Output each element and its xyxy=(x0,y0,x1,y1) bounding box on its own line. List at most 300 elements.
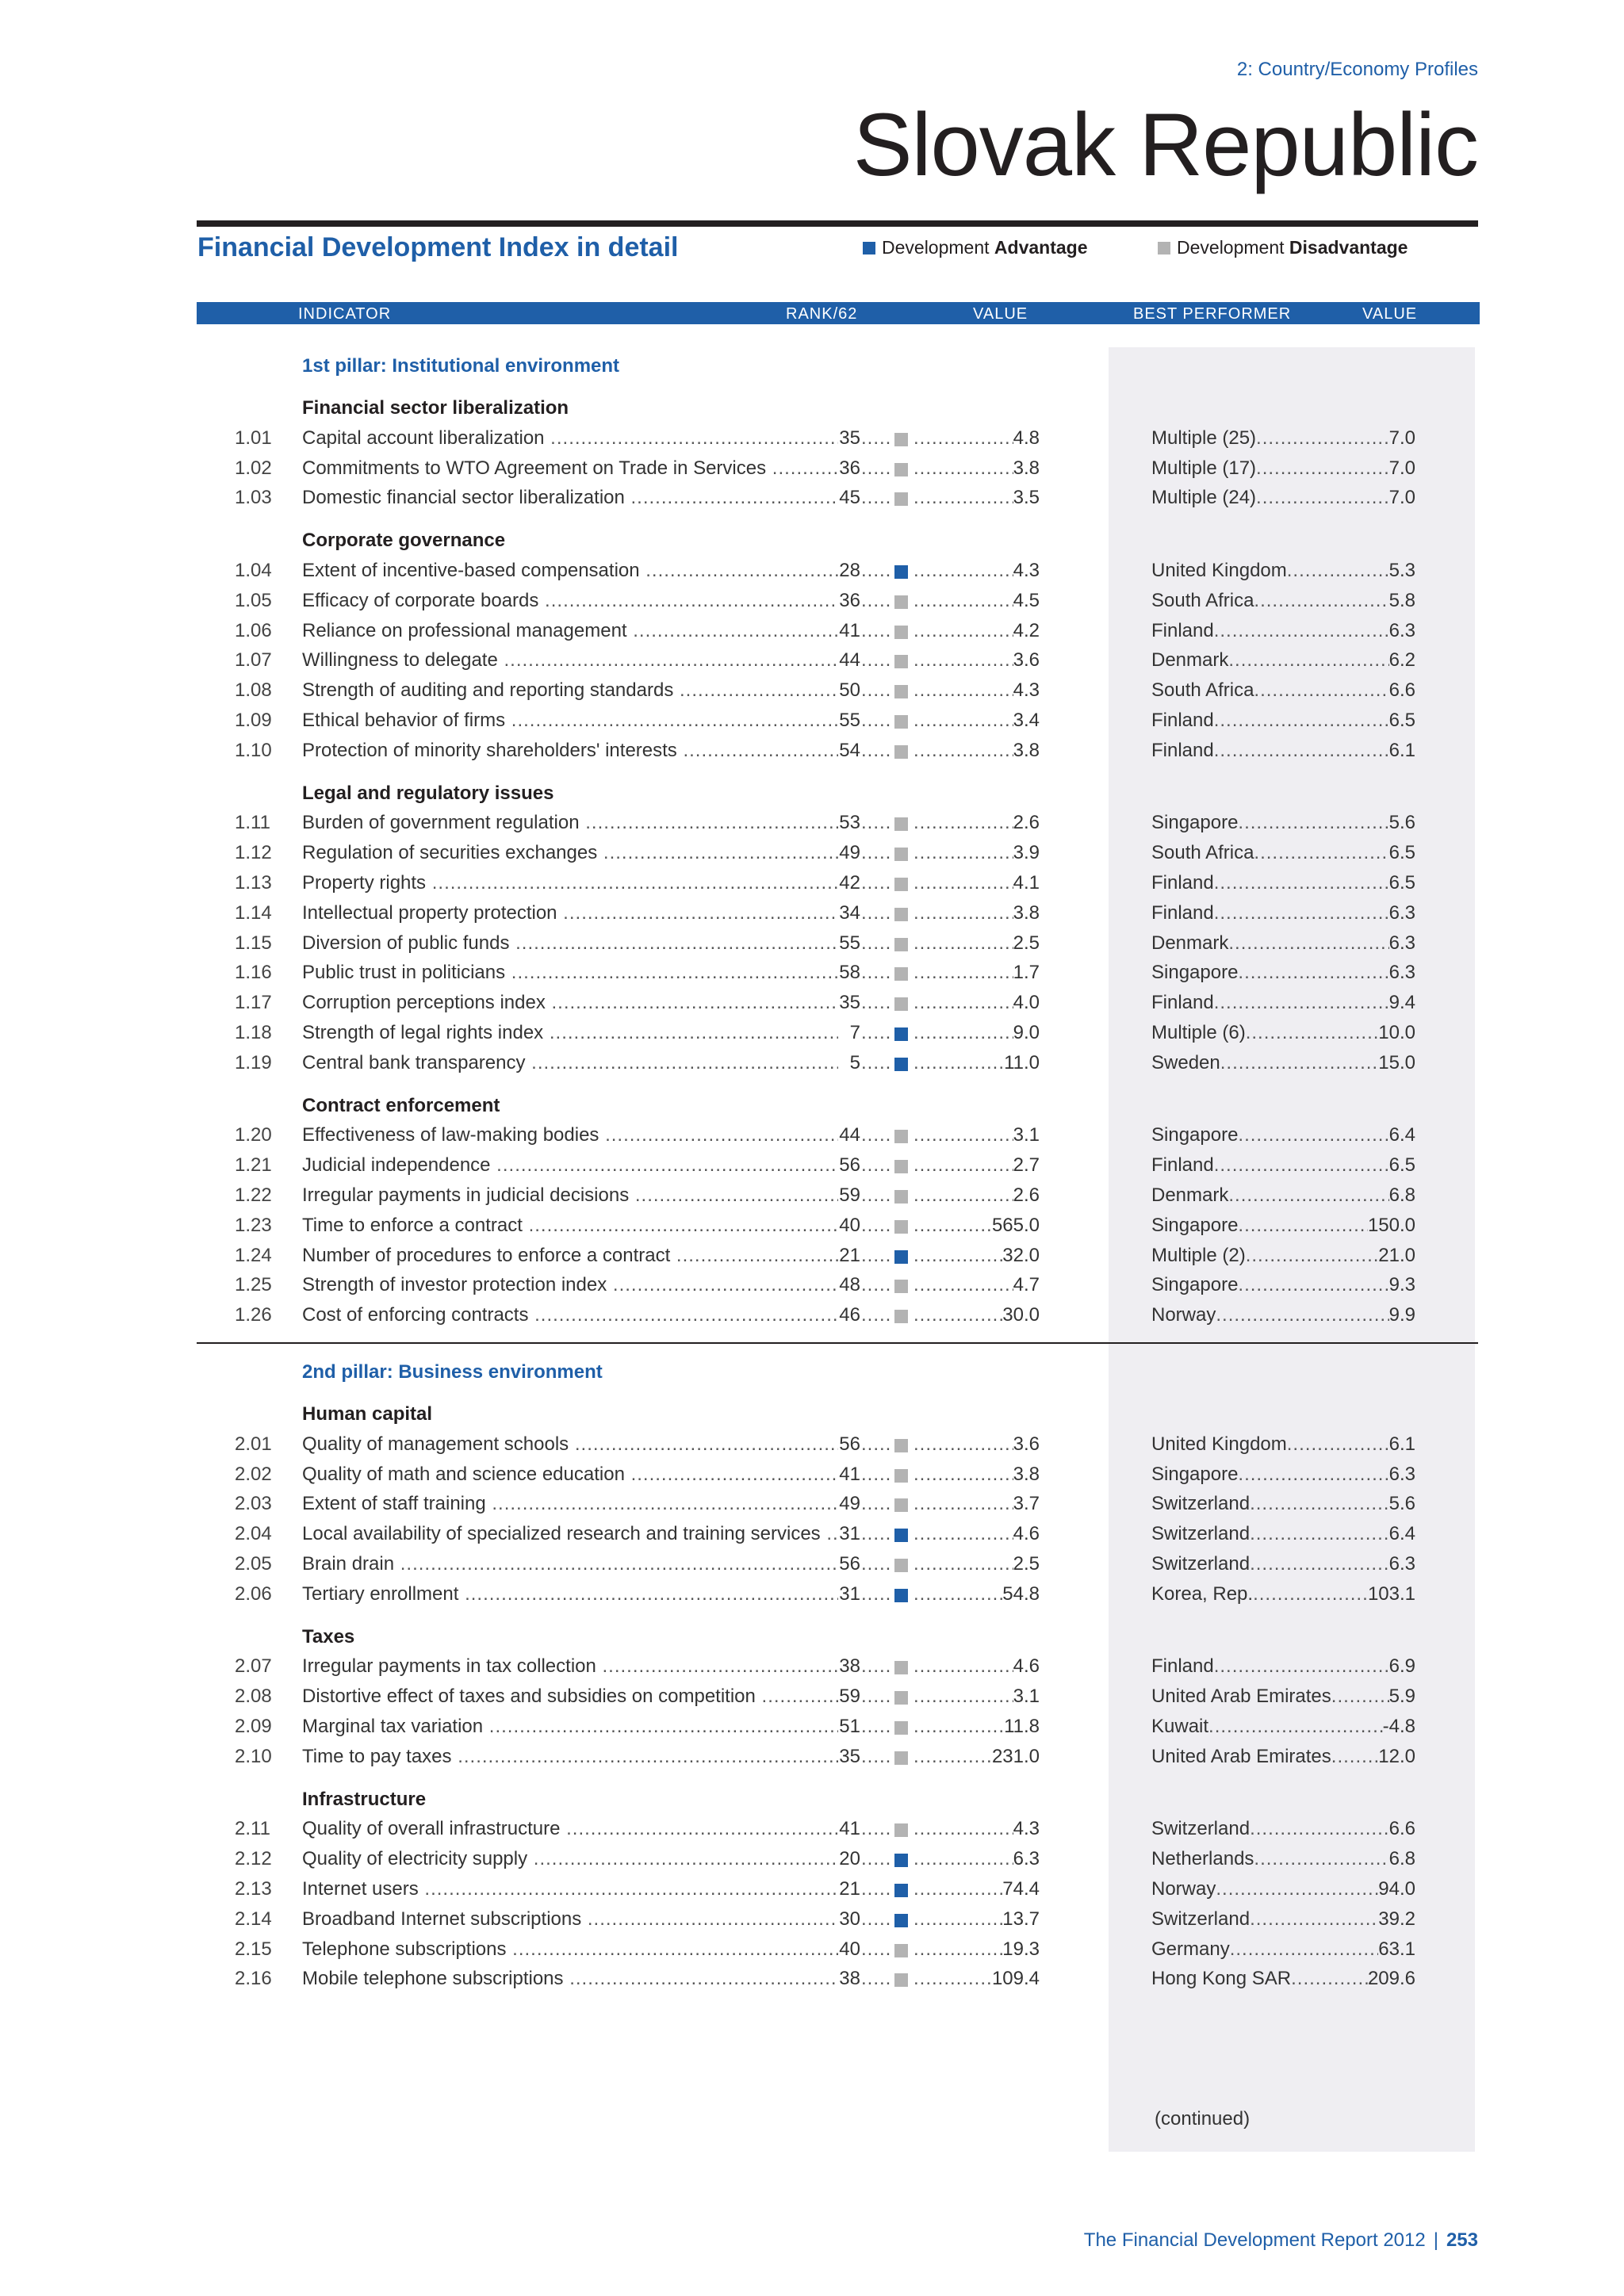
best-performer-cell xyxy=(1151,457,1415,480)
indicator-rank: 55 xyxy=(839,710,860,731)
table-row xyxy=(0,1655,1624,1681)
best-leader-dots xyxy=(1254,1848,1388,1870)
indicator-name: Ethical behavior of firms ..... xyxy=(302,710,838,732)
indicator-rank: 34 xyxy=(839,902,860,924)
indicator-rank: 41 xyxy=(839,1464,860,1485)
indicator-value: 3.5 xyxy=(1013,487,1040,508)
indicator-value-cell xyxy=(914,620,1040,642)
rank-leader-dots xyxy=(861,1124,891,1146)
value-leader-dots xyxy=(914,932,1013,955)
best-performer-value: 9.9 xyxy=(1388,1304,1415,1326)
value-leader-dots xyxy=(914,1818,1013,1840)
indicator-number: 1.16 xyxy=(235,962,272,983)
indicator-name: Quality of management schools ..... xyxy=(302,1433,838,1456)
best-leader-dots xyxy=(1238,1215,1368,1237)
disadvantage-square-icon xyxy=(894,938,908,951)
rank-leader-dots xyxy=(861,1878,891,1900)
best-leader-dots xyxy=(1253,1583,1368,1605)
value-leader-dots xyxy=(914,1052,1004,1074)
indicator-name: Cost of enforcing contracts ..... xyxy=(302,1304,838,1326)
section-label: 2: Country/Economy Profiles xyxy=(1236,59,1478,80)
indicator-number: 1.11 xyxy=(235,812,270,833)
table-row xyxy=(0,1686,1624,1711)
best-performer-name: Finland xyxy=(1151,902,1214,924)
table-row xyxy=(0,1215,1624,1240)
best-performer-cell xyxy=(1151,1938,1415,1961)
best-performer-name: Multiple (25) xyxy=(1151,427,1257,449)
indicator-rank: 20 xyxy=(839,1848,860,1869)
best-performer-cell xyxy=(1151,1523,1415,1545)
indicator-value-cell xyxy=(914,812,1040,834)
rank-leader-dots xyxy=(861,1818,891,1840)
group-title: Contract enforcement xyxy=(302,1094,500,1116)
rank-leader-dots xyxy=(861,487,891,509)
best-performer-value: 6.8 xyxy=(1388,1848,1415,1869)
group-title: Corporate governance xyxy=(302,530,506,552)
indicator-rank: 51 xyxy=(839,1716,860,1737)
best-leader-dots xyxy=(1230,1938,1379,1961)
indicator-number: 1.03 xyxy=(235,487,272,508)
best-performer-cell xyxy=(1151,1184,1415,1207)
indicator-name: Brain drain ..... xyxy=(302,1553,838,1575)
indicator-rank: 40 xyxy=(839,1938,860,1960)
indicator-rank: 49 xyxy=(839,842,860,863)
table-row xyxy=(0,962,1624,987)
disadvantage-square-icon xyxy=(894,655,908,668)
best-performer-name: Finland xyxy=(1151,992,1214,1013)
value-leader-dots xyxy=(914,457,1013,480)
table-row xyxy=(0,1274,1624,1299)
indicator-value: 4.2 xyxy=(1013,620,1040,641)
best-performer-name: Multiple (2) xyxy=(1151,1245,1246,1266)
pillar-title: 2nd pillar: Business environment xyxy=(302,1361,603,1383)
indicator-name: Distortive effect of taxes and subsidies on competition ..... xyxy=(302,1686,838,1708)
best-performer-name: Singapore xyxy=(1151,1274,1239,1295)
best-leader-dots xyxy=(1214,1655,1389,1678)
pillar-title: 1st pillar: Institutional environment xyxy=(302,355,620,377)
indicator-number: 2.07 xyxy=(235,1655,272,1677)
best-leader-dots xyxy=(1238,1274,1388,1296)
indicator-value: 4.0 xyxy=(1013,992,1040,1013)
table-row xyxy=(0,1184,1624,1210)
rank-leader-dots xyxy=(861,992,891,1014)
table-row xyxy=(0,1154,1624,1180)
best-performer-value: 7.0 xyxy=(1388,457,1415,479)
best-performer-value: 5.6 xyxy=(1388,812,1415,833)
best-performer-value: 5.3 xyxy=(1388,560,1415,581)
rank-leader-dots xyxy=(861,1553,891,1575)
best-leader-dots xyxy=(1287,560,1389,582)
best-performer-cell xyxy=(1151,812,1415,834)
indicator-number: 1.24 xyxy=(235,1245,272,1266)
best-leader-dots xyxy=(1250,1523,1389,1545)
indicator-value-cell xyxy=(914,1274,1040,1296)
best-performer-name: Singapore xyxy=(1151,1464,1239,1485)
best-performer-value: 6.5 xyxy=(1388,710,1415,731)
indicator-value: 3.1 xyxy=(1013,1124,1040,1146)
best-performer-name: Denmark xyxy=(1151,649,1229,671)
table-row xyxy=(0,487,1624,512)
advantage-square-icon xyxy=(894,1058,908,1071)
indicator-value-cell xyxy=(914,457,1040,480)
best-performer-value: 6.3 xyxy=(1388,932,1415,954)
indicator-number: 2.02 xyxy=(235,1464,272,1485)
best-leader-dots xyxy=(1287,1433,1389,1456)
best-performer-cell xyxy=(1151,1686,1415,1708)
rank-leader-dots xyxy=(861,1245,891,1267)
indicator-value: 32.0 xyxy=(1002,1245,1040,1266)
best-performer-name: Singapore xyxy=(1151,962,1239,983)
indicator-name: Extent of incentive-based compensation ..... xyxy=(302,560,838,582)
indicator-value-cell xyxy=(914,487,1040,509)
indicator-rank: 5 xyxy=(849,1052,860,1073)
indicator-name: Irregular payments in tax collection ..... xyxy=(302,1655,838,1678)
value-leader-dots xyxy=(914,962,1013,984)
value-leader-dots xyxy=(914,1274,1013,1296)
indicator-value-cell xyxy=(914,1746,1040,1768)
indicator-value: 109.4 xyxy=(991,1968,1040,1989)
indicator-number: 1.19 xyxy=(235,1052,272,1073)
indicator-rank: 36 xyxy=(839,590,860,611)
indicator-number: 1.26 xyxy=(235,1304,272,1326)
best-performer-cell xyxy=(1151,1154,1415,1177)
indicator-value-cell xyxy=(914,1655,1040,1678)
best-performer-value: 7.0 xyxy=(1388,487,1415,508)
indicator-number: 1.21 xyxy=(235,1154,272,1176)
best-performer-name: Multiple (17) xyxy=(1151,457,1257,479)
advantage-square-icon xyxy=(863,242,875,254)
indicator-number: 2.09 xyxy=(235,1716,272,1737)
indicator-rank: 36 xyxy=(839,457,860,479)
indicator-value: 3.8 xyxy=(1013,457,1040,479)
indicator-rank: 21 xyxy=(839,1878,860,1900)
best-performer-cell xyxy=(1151,902,1415,924)
advantage-square-icon xyxy=(894,1250,908,1264)
best-performer-cell xyxy=(1151,649,1415,672)
best-performer-value: 12.0 xyxy=(1378,1746,1415,1767)
indicator-value: 54.8 xyxy=(1002,1583,1040,1605)
disadvantage-square-icon xyxy=(894,1559,908,1572)
indicator-value-cell xyxy=(914,649,1040,672)
indicator-value: 13.7 xyxy=(1002,1908,1040,1930)
best-performer-cell xyxy=(1151,1818,1415,1840)
table-row xyxy=(0,740,1624,765)
rank-leader-dots xyxy=(861,932,891,955)
indicator-value-cell xyxy=(914,1583,1040,1605)
disadvantage-square-icon xyxy=(894,1661,908,1674)
indicator-name: Strength of auditing and reporting standards ..... xyxy=(302,679,838,702)
indicator-value: 4.7 xyxy=(1013,1274,1040,1295)
indicator-number: 1.12 xyxy=(235,842,272,863)
best-performer-name: Multiple (6) xyxy=(1151,1022,1246,1043)
best-leader-dots xyxy=(1250,1553,1389,1575)
indicator-value: 565.0 xyxy=(991,1215,1040,1236)
best-performer-cell xyxy=(1151,679,1415,702)
disadvantage-square-icon xyxy=(894,685,908,698)
value-leader-dots xyxy=(914,1686,1013,1708)
best-performer-cell xyxy=(1151,1968,1415,1990)
best-leader-dots xyxy=(1238,962,1388,984)
indicator-name: Capital account liberalization ..... xyxy=(302,427,838,450)
best-performer-value: 6.1 xyxy=(1388,740,1415,761)
indicator-value: 9.0 xyxy=(1013,1022,1040,1043)
best-performer-cell xyxy=(1151,992,1415,1014)
indicator-value: 3.8 xyxy=(1013,740,1040,761)
value-leader-dots xyxy=(914,740,1013,762)
rank-leader-dots xyxy=(861,1583,891,1605)
indicator-value: 74.4 xyxy=(1002,1878,1040,1900)
table-row xyxy=(0,590,1624,615)
disadvantage-square-icon xyxy=(894,1691,908,1705)
best-performer-cell xyxy=(1151,740,1415,762)
indicator-value-cell xyxy=(914,590,1040,612)
disadvantage-square-icon xyxy=(894,492,908,506)
best-performer-value: 150.0 xyxy=(1367,1215,1415,1236)
table-row xyxy=(0,1908,1624,1934)
best-performer-value: 9.3 xyxy=(1388,1274,1415,1295)
indicator-name: Broadband Internet subscriptions ..... xyxy=(302,1908,838,1931)
indicator-number: 2.03 xyxy=(235,1493,272,1514)
best-performer-value: 6.1 xyxy=(1388,1433,1415,1455)
best-performer-name: United Kingdom xyxy=(1151,560,1287,581)
indicator-number: 1.07 xyxy=(235,649,272,671)
best-performer-cell xyxy=(1151,427,1415,450)
indicator-value-cell xyxy=(914,962,1040,984)
best-performer-value: 6.3 xyxy=(1388,1553,1415,1575)
index-title: Financial Development Index in detail xyxy=(197,232,679,262)
disadvantage-square-icon xyxy=(894,1823,908,1837)
legend-disadvantage xyxy=(1158,237,1408,258)
best-performer-value: 39.2 xyxy=(1378,1908,1415,1930)
best-performer-name: Finland xyxy=(1151,620,1214,641)
indicator-rank: 30 xyxy=(839,1908,860,1930)
best-performer-cell xyxy=(1151,842,1415,864)
rank-leader-dots xyxy=(861,1154,891,1177)
indicator-value: 11.8 xyxy=(1004,1716,1040,1737)
group-title: Financial sector liberalization xyxy=(302,397,569,419)
indicator-number: 1.22 xyxy=(235,1184,272,1206)
value-leader-dots xyxy=(914,1583,1002,1605)
indicator-name: Time to pay taxes ..... xyxy=(302,1746,838,1768)
indicator-rank: 48 xyxy=(839,1274,860,1295)
indicator-number: 2.08 xyxy=(235,1686,272,1707)
table-row xyxy=(0,457,1624,483)
indicator-value-cell xyxy=(914,1938,1040,1961)
best-performer-cell xyxy=(1151,1433,1415,1456)
best-performer-name: Multiple (24) xyxy=(1151,487,1257,508)
indicator-value-cell xyxy=(914,842,1040,864)
rank-leader-dots xyxy=(861,872,891,894)
indicator-number: 1.05 xyxy=(235,590,272,611)
best-performer-name: Finland xyxy=(1151,1154,1214,1176)
disadvantage-square-icon xyxy=(894,595,908,609)
best-leader-dots xyxy=(1208,1716,1383,1738)
indicator-rank: 41 xyxy=(839,1818,860,1839)
value-leader-dots xyxy=(914,1464,1013,1486)
table-row xyxy=(0,1493,1624,1518)
legend-advantage-word: Advantage xyxy=(994,237,1088,258)
table-row xyxy=(0,1716,1624,1741)
indicator-rank: 58 xyxy=(839,962,860,983)
table-row xyxy=(0,1304,1624,1330)
best-performer-name: South Africa xyxy=(1151,679,1254,701)
indicator-name: Burden of government regulation ..... xyxy=(302,812,838,834)
best-leader-dots xyxy=(1291,1968,1368,1990)
table-row xyxy=(0,649,1624,675)
value-leader-dots xyxy=(914,1908,1002,1931)
indicator-name: Property rights ..... xyxy=(302,872,838,894)
indicator-number: 1.08 xyxy=(235,679,272,701)
best-performer-name: United Arab Emirates xyxy=(1151,1686,1331,1707)
best-performer-cell xyxy=(1151,1878,1415,1900)
indicator-rank: 44 xyxy=(839,1124,860,1146)
best-performer-value: 6.3 xyxy=(1388,962,1415,983)
indicator-name: Central bank transparency ..... xyxy=(302,1052,838,1074)
indicator-number: 1.09 xyxy=(235,710,272,731)
rank-leader-dots xyxy=(861,1493,891,1515)
best-performer-name: Germany xyxy=(1151,1938,1230,1960)
indicator-name: Intellectual property protection ..... xyxy=(302,902,838,924)
indicator-number: 1.15 xyxy=(235,932,272,954)
table-row xyxy=(0,1433,1624,1459)
disadvantage-square-icon xyxy=(894,1280,908,1293)
indicator-number: 1.14 xyxy=(235,902,272,924)
best-performer-cell xyxy=(1151,1464,1415,1486)
indicator-name: Reliance on professional management ..... xyxy=(302,620,838,642)
best-performer-value: 5.8 xyxy=(1388,590,1415,611)
rank-leader-dots xyxy=(861,812,891,834)
best-performer-name: Denmark xyxy=(1151,932,1229,954)
value-leader-dots xyxy=(914,812,1013,834)
best-performer-name: Sweden xyxy=(1151,1052,1220,1073)
indicator-value-cell xyxy=(914,1848,1040,1870)
best-performer-name: Finland xyxy=(1151,740,1214,761)
table-row xyxy=(0,812,1624,837)
best-performer-value: 103.1 xyxy=(1367,1583,1415,1605)
indicator-value: 3.8 xyxy=(1013,902,1040,924)
table-row xyxy=(0,1245,1624,1270)
table-row xyxy=(0,902,1624,928)
value-leader-dots xyxy=(914,427,1013,450)
indicator-value-cell xyxy=(914,1493,1040,1515)
value-leader-dots xyxy=(914,1938,1002,1961)
indicator-rank: 35 xyxy=(839,427,860,449)
rank-leader-dots xyxy=(861,1968,891,1990)
best-performer-cell xyxy=(1151,1746,1415,1768)
disadvantage-square-icon xyxy=(894,967,908,981)
disadvantage-square-icon xyxy=(894,817,908,831)
table-row xyxy=(0,1553,1624,1578)
indicator-name: Time to enforce a contract ..... xyxy=(302,1215,838,1237)
best-performer-cell xyxy=(1151,590,1415,612)
rank-leader-dots xyxy=(861,1022,891,1044)
indicator-value-cell xyxy=(914,710,1040,732)
disadvantage-square-icon xyxy=(894,1973,908,1987)
indicator-name: Extent of staff training ..... xyxy=(302,1493,838,1515)
rank-leader-dots xyxy=(861,1215,891,1237)
indicator-value: 2.6 xyxy=(1013,1184,1040,1206)
indicator-name: Marginal tax variation ..... xyxy=(302,1716,838,1738)
best-performer-name: Norway xyxy=(1151,1878,1216,1900)
value-leader-dots xyxy=(914,590,1013,612)
value-leader-dots xyxy=(914,1523,1013,1545)
table-row xyxy=(0,1848,1624,1873)
value-leader-dots xyxy=(914,1022,1013,1044)
indicator-value: 4.3 xyxy=(1013,679,1040,701)
best-leader-dots xyxy=(1214,992,1389,1014)
rank-leader-dots xyxy=(861,1686,891,1708)
table-row xyxy=(0,842,1624,867)
indicator-value: 19.3 xyxy=(1002,1938,1040,1960)
top-rule xyxy=(197,220,1478,227)
best-leader-dots xyxy=(1220,1052,1379,1074)
indicator-value-cell xyxy=(914,679,1040,702)
indicator-value-cell xyxy=(914,1818,1040,1840)
indicator-value-cell xyxy=(914,1686,1040,1708)
best-performer-cell xyxy=(1151,1655,1415,1678)
best-performer-cell xyxy=(1151,1052,1415,1074)
indicator-value-cell xyxy=(914,1464,1040,1486)
best-leader-dots xyxy=(1250,1908,1378,1931)
best-performer-cell xyxy=(1151,1304,1415,1326)
legend-disadvantage-prefix: Development xyxy=(1177,237,1285,258)
indicator-rank: 44 xyxy=(839,649,860,671)
best-performer-value: 6.3 xyxy=(1388,902,1415,924)
indicator-value: 4.3 xyxy=(1013,560,1040,581)
rank-leader-dots xyxy=(861,1848,891,1870)
indicator-rank: 49 xyxy=(839,1493,860,1514)
indicator-number: 1.20 xyxy=(235,1124,272,1146)
indicator-rank: 59 xyxy=(839,1686,860,1707)
rank-leader-dots xyxy=(861,1184,891,1207)
indicator-number: 1.25 xyxy=(235,1274,272,1295)
best-performer-cell xyxy=(1151,1848,1415,1870)
indicator-value: 4.6 xyxy=(1013,1655,1040,1677)
best-performer-cell xyxy=(1151,620,1415,642)
table-row xyxy=(0,1124,1624,1150)
best-leader-dots xyxy=(1256,457,1389,480)
best-performer-cell xyxy=(1151,1245,1415,1267)
indicator-rank: 56 xyxy=(839,1433,860,1455)
indicator-value: 2.6 xyxy=(1013,812,1040,833)
indicator-value-cell xyxy=(914,1124,1040,1146)
best-performer-name: United Arab Emirates xyxy=(1151,1746,1331,1767)
best-performer-name: Singapore xyxy=(1151,812,1239,833)
rank-leader-dots xyxy=(861,740,891,762)
best-leader-dots xyxy=(1246,1022,1379,1044)
best-leader-dots xyxy=(1246,1245,1379,1267)
rank-leader-dots xyxy=(861,962,891,984)
disadvantage-square-icon xyxy=(894,745,908,759)
indicator-value: 231.0 xyxy=(991,1746,1040,1767)
best-leader-dots xyxy=(1214,1154,1389,1177)
value-leader-dots xyxy=(914,992,1013,1014)
indicator-number: 1.18 xyxy=(235,1022,272,1043)
indicator-rank: 56 xyxy=(839,1154,860,1176)
legend-advantage xyxy=(863,237,1088,258)
disadvantage-square-icon xyxy=(894,1498,908,1512)
continued-note: (continued) xyxy=(1155,2108,1251,2130)
value-leader-dots xyxy=(914,1154,1013,1177)
disadvantage-square-icon xyxy=(894,1190,908,1203)
rank-leader-dots xyxy=(861,457,891,480)
rank-leader-dots xyxy=(861,842,891,864)
best-leader-dots xyxy=(1216,1304,1388,1326)
rank-leader-dots xyxy=(861,1908,891,1931)
indicator-value-cell xyxy=(914,1968,1040,1990)
table-row xyxy=(0,932,1624,958)
indicator-name: Effectiveness of law-making bodies ..... xyxy=(302,1124,838,1146)
